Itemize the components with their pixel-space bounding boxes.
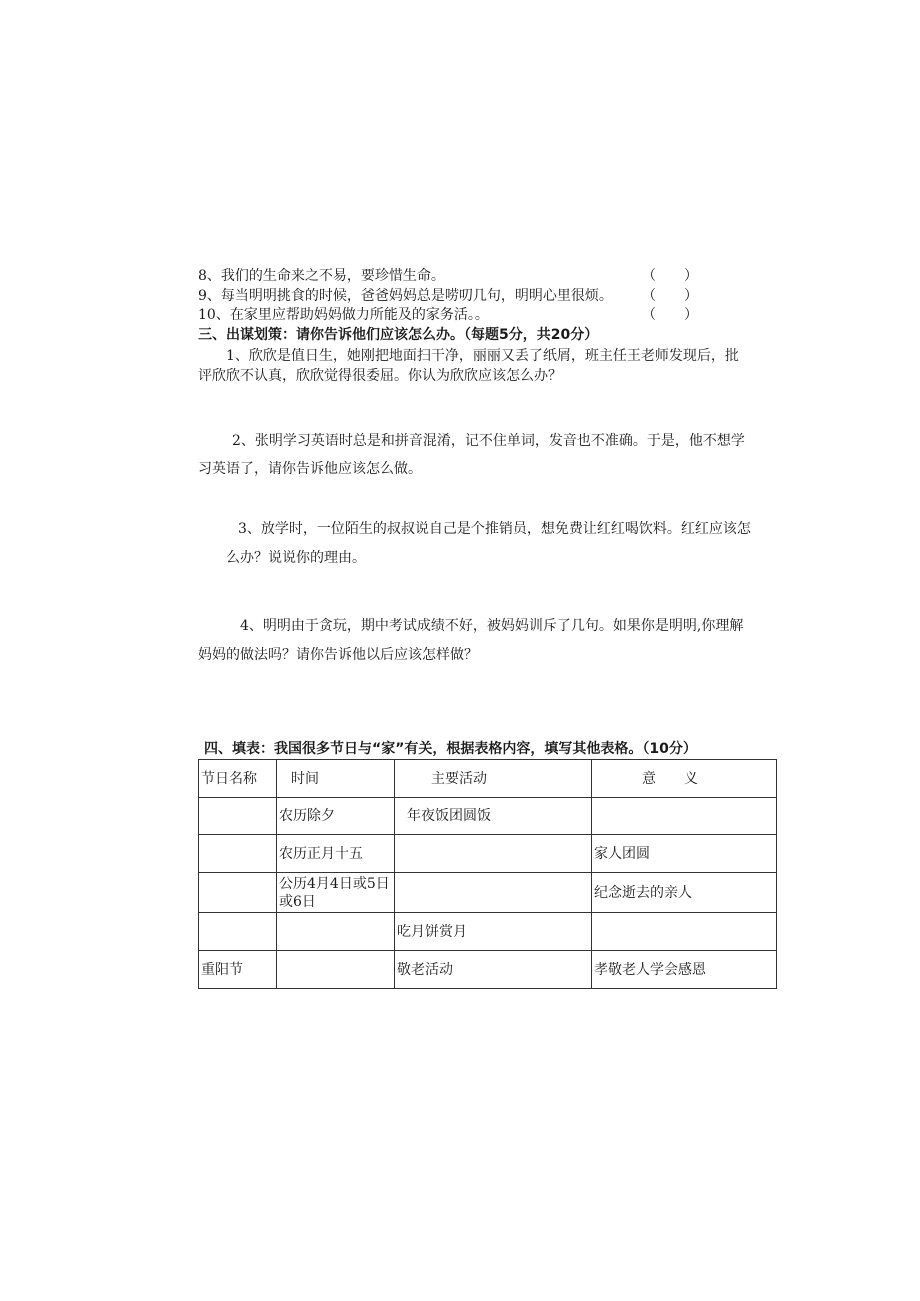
cell-time[interactable] — [277, 951, 395, 989]
answer-bracket-8[interactable]: （ ） — [642, 268, 698, 284]
cell-name: 重阳节 — [199, 951, 277, 989]
answer-bracket-9[interactable]: （ ） — [642, 288, 698, 304]
section4-title: 四、填表：我国很多节日与“家”有关，根据表格内容，填写其他表格。（10分） — [204, 741, 697, 757]
table-row — [199, 798, 777, 835]
cell-activity[interactable] — [395, 835, 592, 873]
cell-meaning: 孝敬老人学会感恩 — [592, 951, 777, 989]
header-festival-name: 节日名称 — [199, 760, 277, 798]
cell-activity: 吃月饼赏月 — [395, 913, 592, 951]
table-row — [199, 913, 777, 951]
question-2-line-1: 2、张明学习英语时总是和拼音混淆，记不住单词，发音也不准确。于是，他不想学 — [232, 433, 745, 449]
judgement-item-8: 8、我们的生命来之不易，要珍惜生命。 — [198, 268, 445, 284]
cell-activity: 敬老活动 — [395, 951, 592, 989]
cell-meaning: 纪念逝去的亲人 — [592, 873, 777, 913]
cell-meaning: 家人团圆 — [592, 835, 777, 873]
answer-bracket-10[interactable]: （ ） — [642, 307, 698, 323]
cell-meaning[interactable] — [592, 913, 777, 951]
table-row — [199, 951, 777, 989]
cell-name[interactable] — [199, 913, 277, 951]
section3-title: 三、出谋划策：请你告诉他们应该怎么办。（每题5分，共20分） — [198, 327, 599, 343]
cell-time: 农历正月十五 — [277, 835, 395, 873]
question-3-line-1: 3、放学时，一位陌生的叔叔说自己是个推销员，想免费让红红喝饮料。红红应该怎 — [238, 521, 751, 537]
header-activity: 主要活动 — [395, 760, 592, 798]
question-2-line-2: 习英语了，请你告诉他应该怎么做。 — [198, 461, 422, 477]
question-1-line-2: 评欣欣不认真，欣欣觉得很委屈。你认为欣欣应该怎么办？ — [198, 368, 562, 384]
cell-name[interactable] — [199, 835, 277, 873]
header-meaning: 意 义 — [592, 760, 777, 798]
cell-activity: 年夜饭团圆饭 — [395, 798, 592, 835]
cell-time: 农历除夕 — [277, 798, 395, 835]
judgement-item-9: 9、每当明明挑食的时候，爸爸妈妈总是唠叨几句，明明心里很烦。 — [198, 288, 613, 304]
festival-table — [198, 759, 777, 989]
judgement-item-10: 10、在家里应帮助妈妈做力所能及的家务活。。 — [198, 307, 489, 323]
question-4-line-1: 4、明明由于贪玩，期中考试成绩不好，被妈妈训斥了几句。如果你是明明,你理解 — [240, 618, 744, 634]
question-4-line-2: 妈妈的做法吗？请你告诉他以后应该怎样做？ — [198, 647, 478, 663]
cell-time[interactable] — [277, 913, 395, 951]
cell-name[interactable] — [199, 798, 277, 835]
cell-activity[interactable] — [395, 873, 592, 913]
table-row — [199, 873, 777, 913]
table-header-row — [199, 760, 777, 798]
question-3-line-2: 么办？说说你的理由。 — [226, 550, 366, 566]
cell-time: 公历4月4日或5日或6日 — [277, 873, 395, 913]
cell-name[interactable] — [199, 873, 277, 913]
question-1-line-1: 1、欣欣是值日生，她刚把地面扫干净，丽丽又丢了纸屑，班主任王老师发现后，批 — [226, 348, 739, 364]
cell-meaning[interactable] — [592, 798, 777, 835]
table-row — [199, 835, 777, 873]
header-time: 时间 — [277, 760, 395, 798]
